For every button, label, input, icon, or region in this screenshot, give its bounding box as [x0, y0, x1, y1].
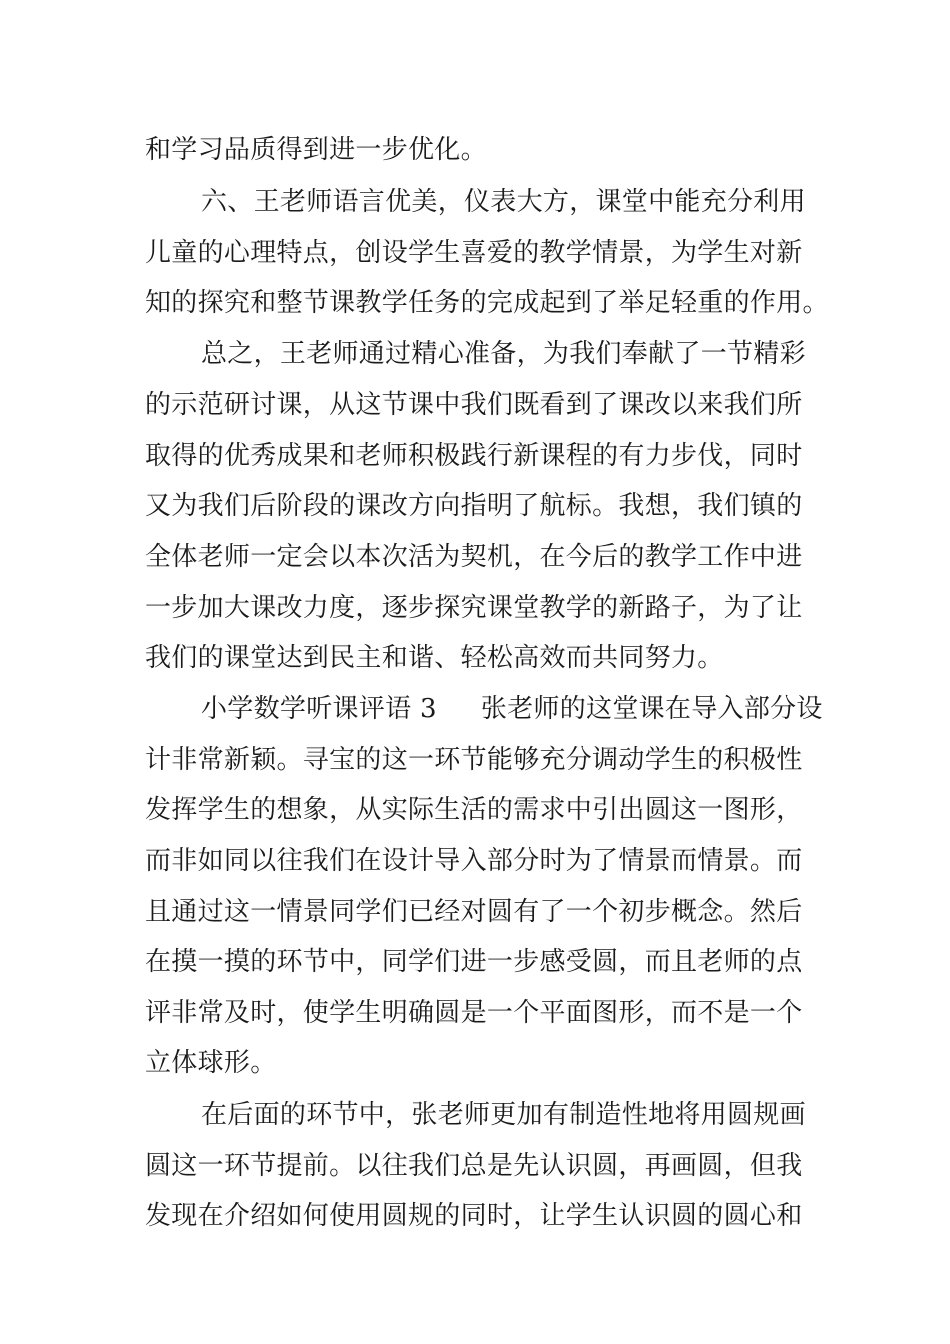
- section-title: 小学数学听课评语 3: [201, 694, 437, 724]
- section-heading-line: [201, 692, 823, 726]
- section-text: 张老师的这堂课在导入部分设: [480, 694, 823, 724]
- text-line: 在后面的环节中，张老师更加有制造性地将用圆规画: [201, 1100, 806, 1130]
- text-line: 发现在介绍如何使用圆规的同时，让学生认识圆的圆心和: [145, 1201, 803, 1231]
- text-line: 又为我们后阶段的课改方向指明了航标。我想，我们镇的: [145, 491, 803, 521]
- text-line: 和学习品质得到进一步优化。: [145, 135, 487, 165]
- text-line: 在摸一摸的环节中，同学们进一步感受圆，而且老师的点: [145, 947, 803, 977]
- text-line: 儿童的心理特点，创设学生喜爱的教学情景，为学生对新: [145, 238, 803, 268]
- text-line: 取得的优秀成果和老师积极践行新课程的有力步伐，同时: [145, 441, 803, 471]
- text-line: 六、王老师语言优美，仪表大方，课堂中能充分利用: [201, 187, 806, 217]
- text-line: 总之，王老师通过精心准备，为我们奉献了一节精彩: [201, 339, 806, 369]
- text-line: 的示范研讨课，从这节课中我们既看到了课改以来我们所: [145, 390, 803, 420]
- text-line: 知的探究和整节课教学任务的完成起到了举足轻重的作用。: [145, 288, 829, 318]
- text-line: 全体老师一定会以本次活为契机，在今后的教学工作中进: [145, 542, 803, 572]
- text-line: 发挥学生的想象，从实际生活的需求中引出圆这一图形，: [145, 795, 803, 825]
- text-line: 一步加大课改力度，逐步探究课堂教学的新路子，为了让: [145, 593, 803, 623]
- text-line: 立体球形。: [145, 1048, 277, 1078]
- text-line: 我们的课堂达到民主和谐、轻松高效而共同努力。: [145, 643, 724, 673]
- text-line: 而非如同以往我们在设计导入部分时为了情景而情景。而: [145, 846, 803, 876]
- text-line: 且通过这一情景同学们已经对圆有了一个初步概念。然后: [145, 897, 803, 927]
- text-line: 评非常及时，使学生明确圆是一个平面图形，而不是一个: [145, 998, 803, 1028]
- text-line: 圆这一环节提前。以往我们总是先认识圆，再画圆，但我: [145, 1151, 803, 1181]
- text-line: 计非常新颖。寻宝的这一环节能够充分调动学生的积极性: [145, 745, 803, 775]
